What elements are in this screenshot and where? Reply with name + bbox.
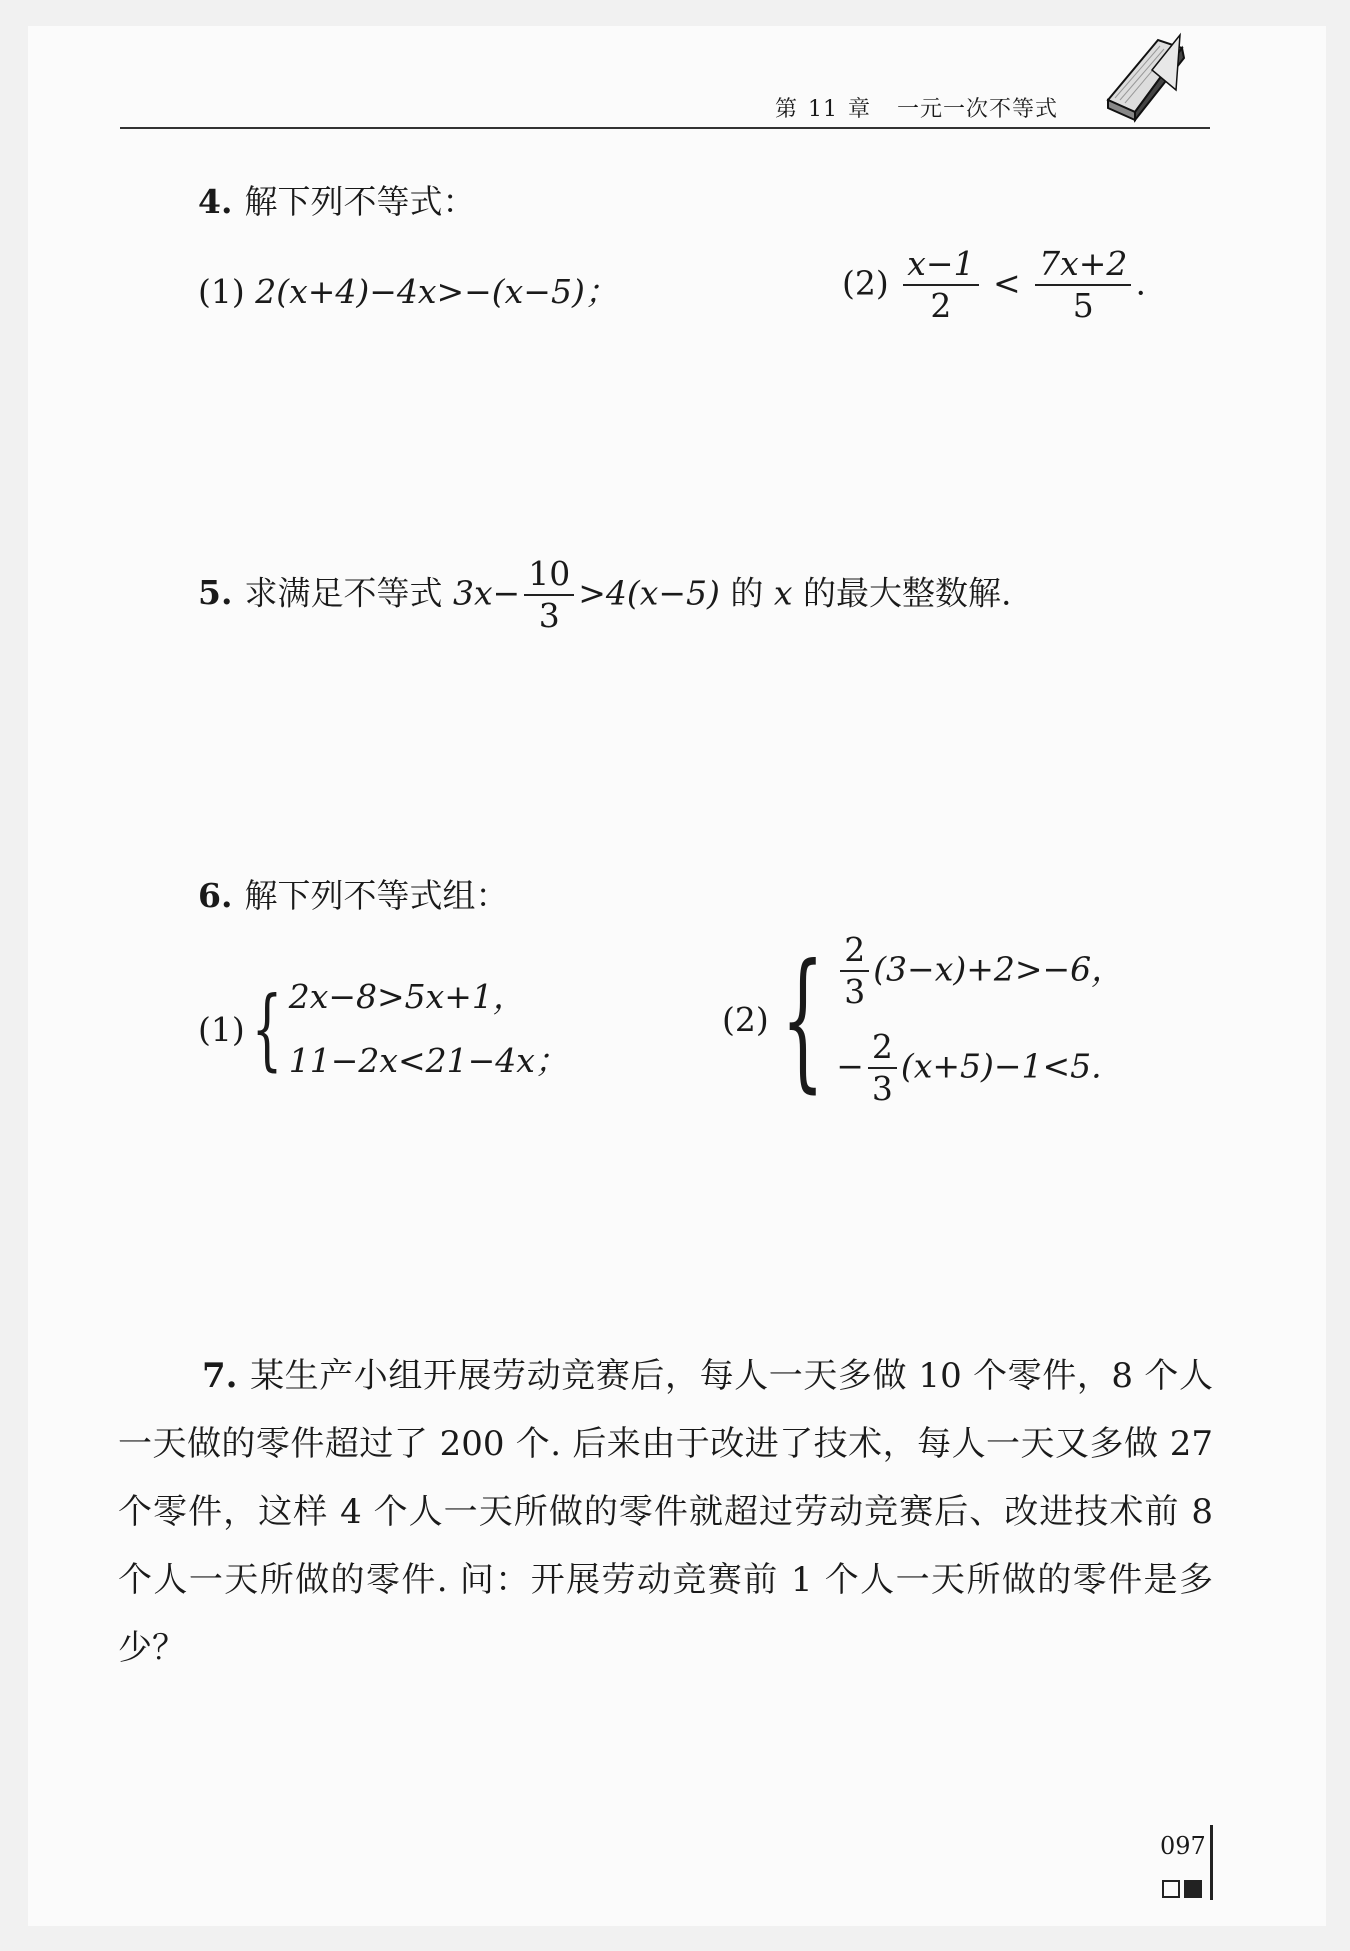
left-brace-icon: { (251, 977, 283, 1080)
q5-frac-den: 3 (538, 596, 560, 636)
hollow-square-icon (1162, 1880, 1180, 1898)
chapter-label: 第 (775, 97, 799, 122)
q4-part2-end: . (1135, 263, 1146, 303)
q4-part2-label: (2) (842, 263, 889, 303)
book-icon (1100, 30, 1190, 129)
q4-part1-label: (1) (198, 272, 245, 311)
chapter-title: 一元一次不等式 (897, 97, 1059, 122)
chapter-number: 11 (808, 97, 839, 122)
q4-title-line (198, 176, 475, 223)
q4-part2-op: < (993, 263, 1021, 303)
q5-text-b: 的 (730, 573, 764, 613)
q6-part2-l2-num: 2 (868, 1029, 897, 1069)
chapter-suffix: 章 (848, 97, 872, 122)
q5-text-c: 的最大整数解. (803, 573, 1012, 613)
q6-part2-l2-fraction (868, 1026, 897, 1108)
q6-part1 (198, 965, 568, 1093)
q4-part2-rhs-num: 7x+2 (1035, 246, 1131, 286)
q5-fraction (524, 556, 574, 635)
q6-part2-l1-num: 2 (840, 932, 869, 972)
q7-number: 7. (202, 1356, 238, 1396)
filled-square-icon (1184, 1880, 1202, 1898)
q4-part2-lhs-num: x−1 (903, 246, 978, 286)
q7-text: 某生产小组开展劳动竞赛后，每人一天多做 10 个零件，8 个人一天做的零件超过了 200 个. 后来由于改进了技术，每人一天又多做 27 个零件，这样 4 个人一天所做的零件就超过劳动竞赛后、改进技术前 8 个人一天所做的零件. 问：开展劳动竞赛前 1 个人一天所做的零件是多少？ (118, 1356, 1213, 1668)
q4-part1-expr: 2(x+4)−4x>−(x−5)； (255, 272, 618, 311)
q6-title-line (198, 870, 508, 917)
left-brace-icon: { (780, 932, 824, 1107)
q5-number: 5. (198, 573, 233, 613)
q5-var: x (773, 573, 793, 613)
page-number: 097 (1160, 1832, 1206, 1860)
q7-paragraph (118, 1342, 1213, 1682)
q4-part2-lhs-fraction (903, 246, 978, 325)
q6-part2-l2-pre: − (836, 1045, 864, 1085)
q5-expr-b: >4(x−5) (578, 573, 720, 613)
q6-part1-line1: 2x−8>5x+1， (288, 977, 526, 1016)
q4-number: 4. (198, 182, 233, 221)
q6-part2-l1-fraction (840, 932, 869, 1011)
q6-part2-l2-den: 3 (871, 1068, 893, 1108)
footer-rule (1210, 1825, 1213, 1900)
q4-part2-lhs-den: 2 (930, 286, 952, 326)
q6-part2-label: (2) (722, 1000, 769, 1040)
q6-part2-line2 (836, 1026, 1124, 1108)
q6-title: 解下列不等式组： (244, 876, 509, 915)
q4-part2-rhs-den: 5 (1072, 286, 1094, 326)
q6-part1-label: (1) (198, 1009, 245, 1049)
q6-part2-l2-rest: (x+5)−1<5. (900, 1045, 1102, 1085)
q6-number: 6. (198, 876, 233, 915)
q5-line (198, 556, 1012, 635)
q6-part1-line2: 11−2x<21−4x； (288, 1041, 568, 1080)
header-rule (120, 127, 1210, 129)
q6-part2 (722, 932, 1124, 1107)
q6-part2-l1-den: 3 (844, 972, 866, 1012)
q5-expr-a: 3x− (452, 573, 521, 613)
chapter-header (775, 92, 1058, 123)
q4-part1 (198, 266, 618, 313)
q6-part2-l1-rest: (3−x)+2>−6， (873, 949, 1125, 989)
q4-part2 (842, 246, 1146, 325)
q4-title: 解下列不等式： (244, 182, 476, 221)
q5-frac-num: 10 (524, 556, 574, 596)
q5-text-a: 求满足不等式 (244, 573, 443, 613)
q6-part2-line1 (836, 932, 1124, 1011)
q4-part2-rhs-fraction (1035, 246, 1131, 325)
